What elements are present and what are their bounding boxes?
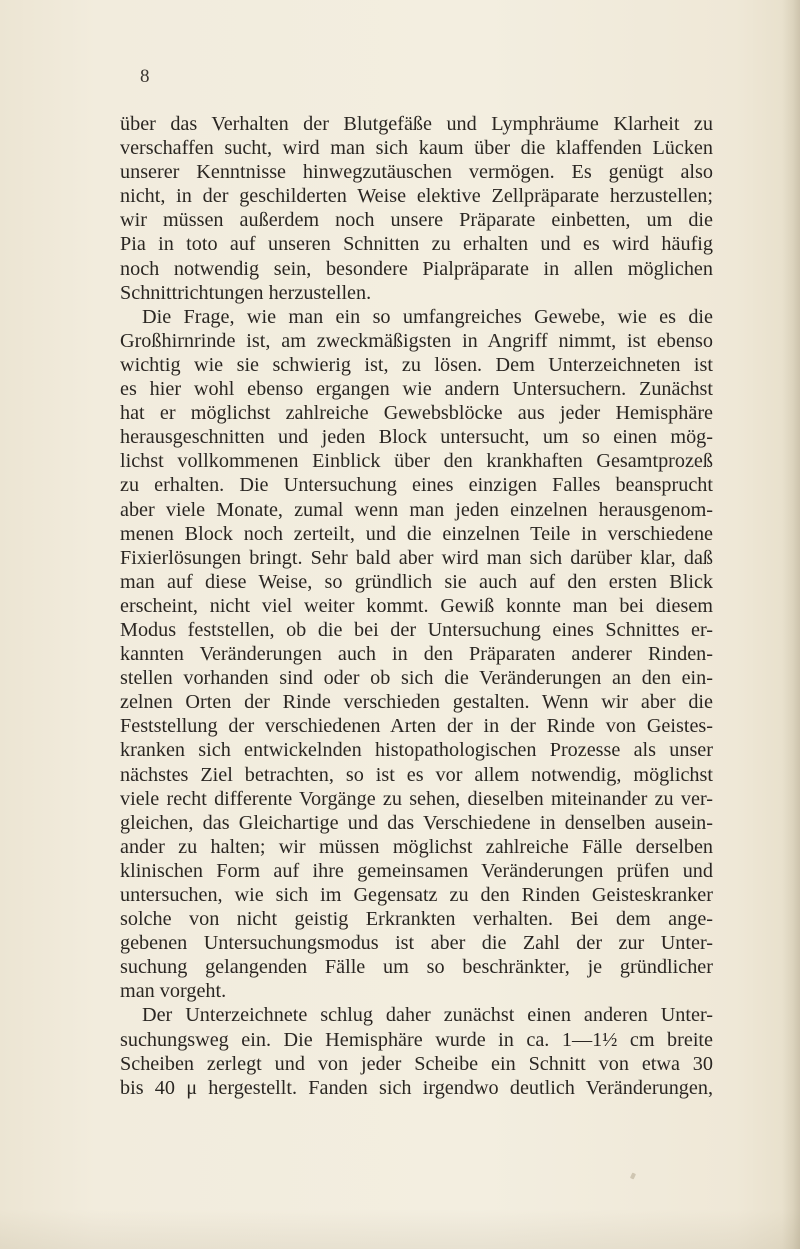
text-line: verschaffen sucht, wird man sich kaum über die klaffenden Lücken	[120, 137, 713, 160]
text-line: lichst vollkommenen Einblick über den krankhaften Gesamtprozeß	[120, 450, 713, 473]
text-line: wir müssen außerdem noch unsere Präparate einbetten, um die	[120, 209, 713, 232]
text-line: solche von nicht geistig Erkrankten verhalten. Bei dem ange-	[120, 908, 713, 931]
text-line: suchungsweg ein. Die Hemisphäre wurde in ca. 1—1½ cm breite	[120, 1028, 713, 1051]
text-line: unserer Kenntnisse hinwegzutäuschen vermögen. Es genügt also	[120, 161, 713, 184]
text-line: es hier wohl ebenso ergangen wie andern Untersuchern. Zunächst	[120, 378, 713, 401]
text-line: Schnittrichtungen herzustellen.	[120, 281, 372, 304]
text-line: man auf diese Weise, so gründlich sie auch auf den ersten Blick	[120, 570, 713, 593]
text-line: nächstes Ziel betrachten, so ist es vor allem notwendig, möglichst	[120, 763, 713, 786]
text-line: zu erhalten. Die Untersuchung eines einzigen Falles beansprucht	[120, 474, 713, 497]
text-line: bis 40 μ hergestellt. Fanden sich irgendwo deutlich Veränderungen,	[120, 1076, 713, 1099]
text-line: untersuchen, wie sich im Gegensatz zu den Rinden Geisteskranker	[120, 884, 713, 906]
page-edge-shadow	[782, 0, 800, 1249]
paper-speck	[630, 1172, 636, 1179]
text-line: Fixierlösungen bringt. Sehr bald aber wird man sich darüber klar, daß	[120, 546, 713, 569]
text-line: klinischen Form auf ihre gemeinsamen Veränderungen prüfen und	[120, 859, 713, 882]
text-line: Großhirnrinde ist, am zweckmäßigsten in Angriff nimmt, ist ebenso	[120, 329, 713, 352]
text-line: nicht, in der geschilderten Weise elektive Zellpräparate herzustellen;	[120, 185, 713, 208]
text-line: wichtig wie sie schwierig ist, zu lösen. Dem Unterzeichneten ist	[120, 353, 713, 376]
text-line: Die Frage, wie man ein so umfangreiches Gewebe, wie es die	[142, 305, 713, 328]
page-number: 8	[140, 66, 150, 87]
text-line: aber viele Monate, zumal wenn man jeden einzelnen herausgenom-	[120, 498, 713, 521]
text-line: noch notwendig sein, besondere Pialpräparate in allen möglichen	[120, 257, 713, 280]
page-bottom-shadow	[0, 1209, 800, 1249]
body-text	[120, 112, 713, 1100]
text-line: man vorgeht.	[120, 980, 227, 1003]
text-line: Der Unterzeichnete schlug daher zunächst einen anderen Unter-	[142, 1004, 713, 1027]
text-line: Pia in toto auf unseren Schnitten zu erhalten und es wird häufig	[120, 233, 713, 256]
text-line: kannten Veränderungen auch in den Präparaten anderer Rinden-	[120, 643, 713, 666]
text-line: gebenen Untersuchungsmodus ist aber die Zahl der zur Unter-	[120, 932, 713, 955]
text-line: suchung gelangenden Fälle um so beschränkter, je gründlicher	[120, 956, 713, 979]
text-line: stellen vorhanden sind oder ob sich die Veränderungen an den ein-	[120, 667, 713, 690]
text-line: gleichen, das Gleichartige und das Verschiedene in denselben ausein-	[120, 811, 713, 834]
text-line: erscheint, nicht viel weiter kommt. Gewiß konnte man bei diesem	[120, 594, 713, 617]
text-line: Scheiben zerlegt und von jeder Scheibe ein Schnitt von etwa 30	[120, 1052, 713, 1075]
text-line: zelnen Orten der Rinde verschieden gestalten. Wenn wir aber die	[120, 691, 713, 714]
text-line: viele recht differente Vorgänge zu sehen, dieselben miteinander zu ver-	[120, 787, 713, 810]
text-line: Modus feststellen, ob die bei der Untersuchung eines Schnittes er-	[120, 618, 713, 641]
text-line: hat er möglichst zahlreiche Gewebsblöcke aus jeder Hemisphäre	[120, 402, 713, 425]
text-line: Feststellung der verschiedenen Arten der in der Rinde von Geistes-	[120, 715, 713, 738]
text-line: ander zu halten; wir müssen möglichst zahlreiche Fälle derselben	[120, 835, 713, 858]
text-line: über das Verhalten der Blutgefäße und Lymphräume Klarheit zu	[120, 113, 713, 135]
text-line: kranken sich entwickelnden histopathologischen Prozesse als unser	[120, 739, 713, 762]
text-line: herausgeschnitten und jeden Block untersucht, um so einen mög-	[120, 426, 713, 449]
text-line: menen Block noch zerteilt, und die einzelnen Teile in verschiedene	[120, 522, 713, 545]
